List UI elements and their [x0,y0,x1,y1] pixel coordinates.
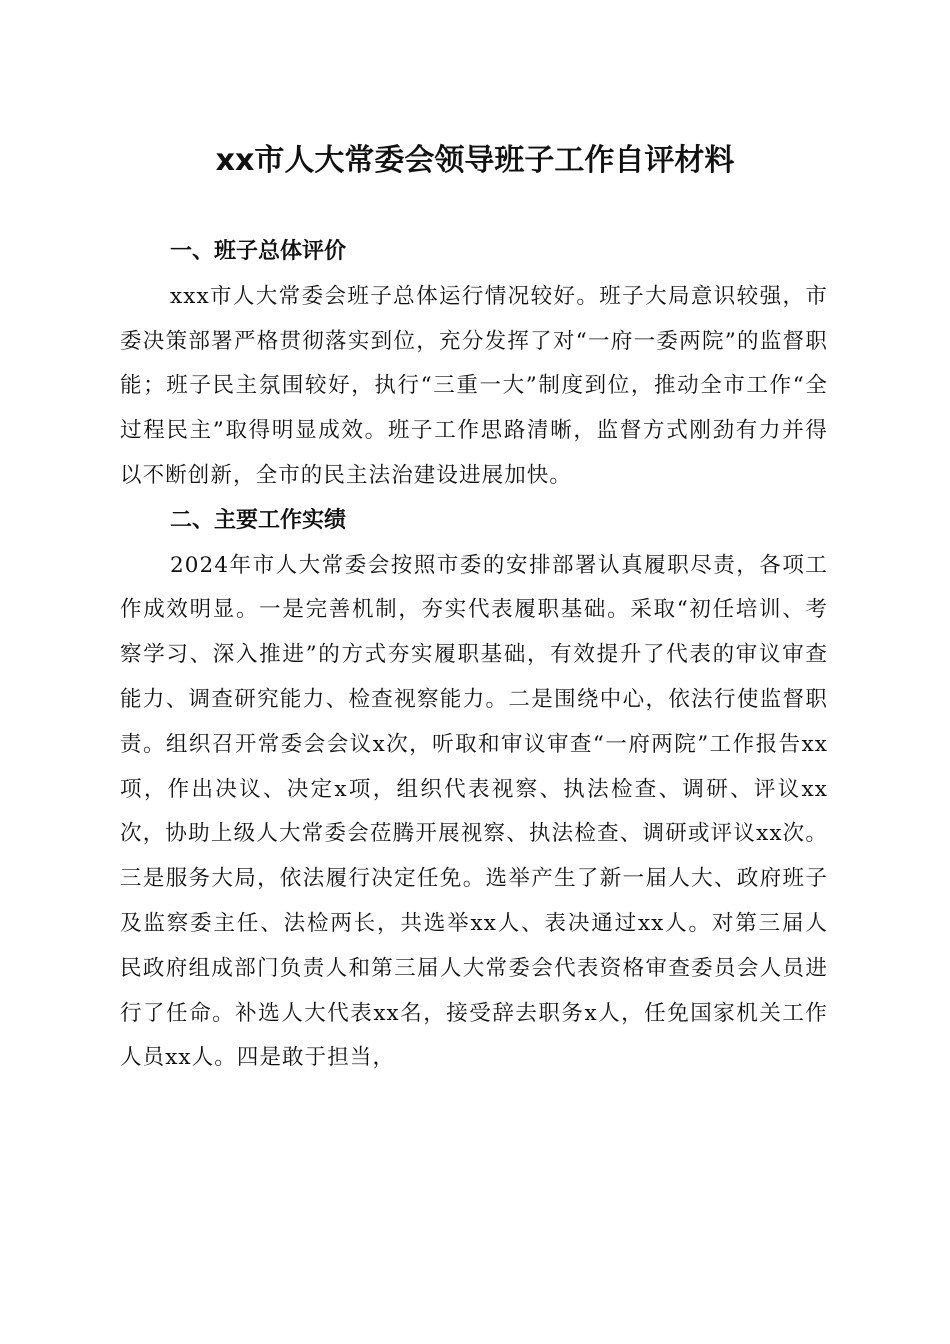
section-paragraph-overall-evaluation: xxx市人大常委会班子总体运行情况较好。班子大局意识较强，市委决策部署严格贯彻落实到位，充分发挥了对“一府一委两院”的监督职能；班子民主氛围较好，执行“三重一大”制度到位，推动全市工作“全过程民主”取得明显成效。班子工作思路清晰，监督方式刚劲有力并得以不断创新，全市的民主法治建设进展加快。 [120,283,828,488]
section-heading-main-achievements: 二、主要工作实绩 [170,507,347,533]
section-heading-overall-evaluation: 一、班子总体评价 [170,239,347,264]
document-body [120,230,828,1081]
document-title: xx市人大常委会领导班子工作自评材料 [215,143,735,178]
section-paragraph-main-achievements: 2024年市人大常委会按照市委的安排部署认真履职尽责，各项工作成效明显。一是完善机制，夯实代表履职基础。采取“初任培训、考察学习、深入推进”的方式夯实履职基础，有效提升了代表的审议审查能力、调查研究能力、检查视察能力。二是围绕中心，依法行使监督职责。组织召开常委会会议x次，听取和审议审查“一府两院”工作报告xx项，作出决议、决定x项，组织代表视察、执法检查、调研、评议xx次，协助上级人大常委会莅腾开展视察、执法检查、调研或评议xx次。三是服务大局，依法履行决定任免。选举产生了新一届人大、政府班子及监察委主任、法检两长，共选举xx人、表决通过xx人。对第三届人民政府组成部门负责人和第三届人大常委会代表资格审查委员会人员进行了任命。补选人大代表xx名，接受辞去职务x人，任免国家机关工作人员xx人。四是敢于担当， [120,552,828,1071]
